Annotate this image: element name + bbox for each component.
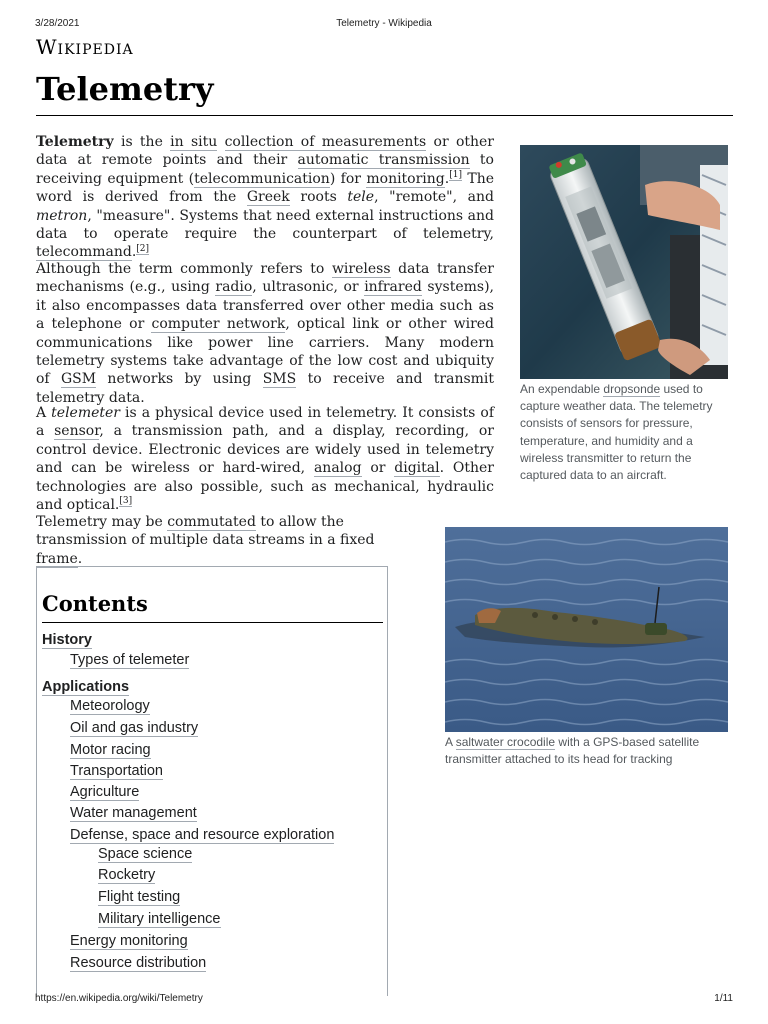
reference-3[interactable]: [3] (119, 496, 133, 507)
link-wireless[interactable]: wireless (331, 261, 391, 277)
text-run: to allow the transmission of multiple data streams in a fixed (36, 514, 375, 549)
toc-title: Contents (42, 591, 148, 616)
lead-paragraph-1 (36, 133, 494, 262)
link-sms[interactable]: SMS (262, 371, 297, 388)
toc-item-rocketry[interactable] (98, 866, 155, 884)
text-run: A (36, 405, 52, 421)
toc-item-label: Resource distribution (70, 955, 207, 971)
toc-item-label: Rocketry (98, 867, 156, 883)
caption-text: An expendable (520, 382, 604, 396)
text-run: or (361, 460, 395, 477)
toc-item-label: Military intelligence (98, 911, 221, 927)
caption-text: A (445, 735, 456, 749)
link-sensor[interactable]: sensor (54, 423, 100, 440)
caption-text: with a GPS-based satellite transmitter attached to its head for tracking (445, 735, 700, 767)
text-run: ) for (329, 170, 367, 187)
toc-item-applications[interactable] (42, 678, 129, 696)
link-telecommunication[interactable]: telecommunication (194, 170, 330, 187)
text-run (217, 134, 224, 150)
text-run: , "remote", and (374, 189, 494, 206)
crocodile-caption (445, 734, 728, 768)
caption-text: used to capture weather data. The telemetry consists of sensors for pressure, temperature, and humidity and a wireless transmitter to return the captured data to an aircraft. (520, 382, 713, 483)
link-saltwater-crocodile[interactable]: saltwater crocodile (455, 735, 556, 749)
link-commutated[interactable]: commutated (167, 514, 256, 530)
toc-item-label: Transportation (70, 763, 163, 779)
text-run: The word is derived from the (36, 170, 494, 206)
text-run: Although the term commonly refers to (36, 261, 332, 277)
reference-2[interactable]: [2] (136, 243, 150, 254)
wikipedia-wordmark[interactable]: Wikipedia (36, 35, 134, 59)
lead-paragraph-4 (36, 513, 422, 568)
toc-item-label: Flight testing (98, 889, 181, 905)
print-header (35, 18, 733, 32)
link-collection-of-measurements[interactable]: collection of measurements (224, 134, 427, 150)
link-infrared[interactable]: infrared (364, 279, 422, 296)
lead-paragraph-3 (36, 404, 494, 514)
link-computer-network[interactable]: computer network (151, 316, 286, 333)
dropsonde-caption (520, 381, 728, 484)
toc-item-label: Agriculture (70, 784, 140, 800)
text-run: roots (289, 189, 348, 206)
text-run: , optical link or other wired communications like power line carriers. Many modern telemetry systems take advantage of the low cost and ubiquity of (36, 316, 495, 388)
text-run: to receiving equipment ( (36, 152, 494, 187)
toc-item-meteorology[interactable] (70, 697, 150, 715)
link-gsm[interactable]: GSM (60, 371, 97, 388)
toc-list (37, 567, 387, 996)
crocodile-photo[interactable] (445, 527, 728, 732)
text-run: . Other technologies are also possible, such as mechanical, hydraulic and optical. (36, 460, 494, 514)
text-run: is the (113, 134, 171, 150)
print-date: 3/28/2021 (35, 18, 80, 29)
toc-item-oil-and-gas[interactable] (70, 719, 198, 737)
toc-item-types-of-telemeter[interactable] (70, 651, 189, 669)
dropsonde-photo[interactable] (520, 145, 728, 379)
toc-item-label: Energy monitoring (70, 933, 188, 949)
text-run: . (77, 550, 83, 567)
toc-item-transportation[interactable] (70, 762, 163, 780)
text-run: , ultrasonic, or (252, 279, 365, 296)
text-run: data transfer mechanisms (e.g., using (36, 261, 494, 296)
toc-item-label: Motor racing (70, 742, 151, 758)
lead-paragraph-2 (36, 260, 494, 407)
toc-item-energy-monitoring[interactable] (70, 932, 188, 950)
link-digital[interactable]: digital (394, 460, 440, 477)
print-url: https://en.wikipedia.org/wiki/Telemetry (35, 993, 203, 1004)
toc-item-label: Meteorology (70, 698, 150, 714)
print-footer (35, 993, 733, 1007)
link-in-situ[interactable]: in situ (170, 134, 218, 150)
text-run: networks by using (96, 371, 263, 388)
italic-telemeter: telemeter (51, 405, 120, 421)
link-radio[interactable]: radio (215, 279, 253, 296)
italic-metron: metron (36, 207, 88, 224)
text-run: Telemetry may be (36, 514, 168, 530)
text-run: . (131, 244, 137, 261)
toc-item-resource-distribution[interactable] (70, 954, 206, 972)
toc-item-agriculture[interactable] (70, 783, 139, 801)
toc-item-space-science[interactable] (98, 845, 192, 863)
toc-item-history[interactable] (42, 631, 92, 649)
toc-item-label: Defense, space and resource exploration (70, 827, 335, 843)
text-run: or other data at remote points and their (36, 134, 494, 169)
toc-item-military-intelligence[interactable] (98, 910, 221, 928)
italic-tele: tele (347, 189, 375, 206)
crocodile-figure (445, 527, 728, 768)
page-number: 1/11 (714, 993, 733, 1004)
text-run: , "measure". Systems that need external instructions and data to operate require the counterpart of telemetry, (36, 207, 494, 243)
toc-item-water-management[interactable] (70, 804, 197, 822)
toc-item-label: Applications (42, 679, 130, 695)
bold-term: Telemetry (36, 134, 114, 150)
link-analog[interactable]: analog (313, 460, 362, 477)
print-title: Telemetry - Wikipedia (336, 18, 432, 29)
link-dropsonde[interactable]: dropsonde (603, 382, 661, 396)
link-automatic-transmission[interactable]: automatic transmission (297, 152, 470, 169)
text-run: is a physical device used in telemetry. It consists of a (36, 405, 495, 440)
toc-item-label: Oil and gas industry (70, 720, 199, 736)
toc-item-motor-racing[interactable] (70, 741, 151, 759)
toc-item-flight-testing[interactable] (98, 888, 180, 906)
toc-item-label: History (42, 632, 92, 648)
reference-1[interactable]: [1] (449, 170, 462, 181)
text-run: systems), it also encompasses data transferred over other media such as a telephone or (36, 279, 494, 333)
toc-item-label: Water management (70, 805, 197, 821)
toc-item-label: Space science (98, 846, 193, 862)
link-greek[interactable]: Greek (246, 189, 290, 206)
text-run: . (444, 170, 450, 187)
title-divider (36, 115, 733, 116)
text-run: to receive and transmit telemetry data. (36, 371, 495, 406)
toc-item-label: Types of telemeter (70, 652, 190, 668)
dropsonde-figure (520, 145, 728, 484)
table-of-contents (36, 566, 388, 996)
toc-item-defense-space[interactable] (70, 826, 334, 844)
link-monitoring[interactable]: monitoring (366, 170, 445, 187)
text-run: , a transmission path, and a display, recording, or control device. Electronic devices are widely used in telemetry and can be wireless or hard-wired, (36, 423, 494, 477)
link-frame[interactable]: frame (36, 550, 78, 567)
link-telecommand[interactable]: telecommand (36, 244, 132, 261)
page-title: Telemetry (36, 70, 214, 108)
